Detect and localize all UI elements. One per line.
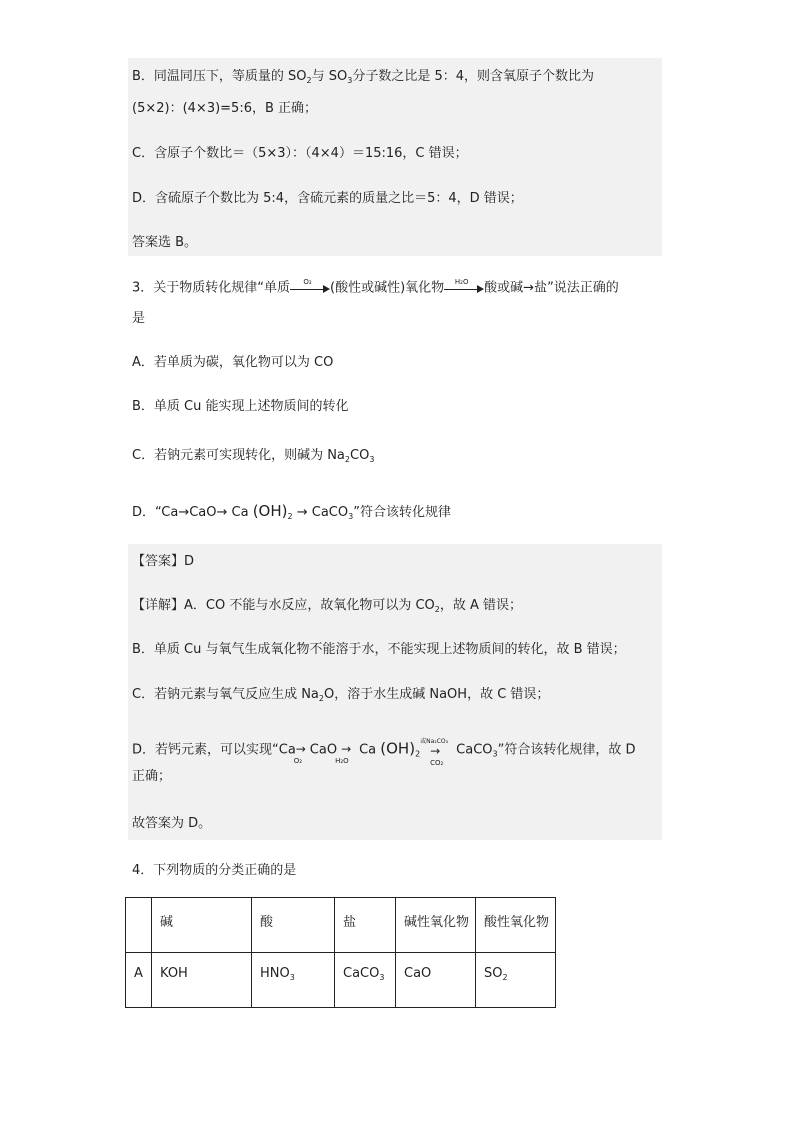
- table-header-cell: 碱性氧化物: [396, 898, 476, 953]
- table-cell: $SO_2$: [476, 953, 556, 1008]
- table-cell: $HNO_3$: [252, 953, 335, 1008]
- q3-stem-line1: 3．关于物质转化规律“单质 O₂ (酸性或碱性)氧化物 H₂O 酸或碱→盐”说法正确的: [132, 278, 619, 296]
- q3-detail-b: B．单质 Cu 与氧气生成氧化物不能溶于水，不能实现上述物质间的转化，故 B 错误；: [132, 642, 626, 657]
- q3-detail-d-line1: D．若钙元素，可以实现“Ca → O₂ CaO → H₂O Ca $(OH)_2$ 或Na₂CO₃ → CO₂ CaCO$_3$”符合该转化规律，故 D: [132, 735, 636, 765]
- q3-option-d: D．“Ca→CaO→ Ca $(OH)_2$ → CaCO$_3$”符合该转化规律: [132, 502, 451, 521]
- right-arrow-icon: H₂O: [444, 279, 484, 297]
- q2-d-line: D．含硫原子个数比为 5:4，含硫元素的质量之比＝5：4，D 错误；: [132, 191, 523, 206]
- q3-detail-a: 【详解】A．CO 不能与水反应，故氧化物可以为 $CO_2$，故 A 错误；: [132, 598, 523, 614]
- table-header-cell: 盐: [335, 898, 396, 953]
- q3-option-b: B．单质 Cu 能实现上述物质间的转化: [132, 399, 349, 414]
- q3-detail-d-line2: 正确；: [132, 769, 172, 784]
- table-cell: CaCO$_3$: [335, 953, 396, 1008]
- table-row: [126, 953, 556, 1008]
- q3-option-a: A．若单质为碳，氧化物可以为 CO: [132, 355, 334, 370]
- table-cell: A: [126, 953, 152, 1008]
- q2-b-line2: (5×2)：(4×3)=5:6，B 正确；: [132, 101, 318, 116]
- table-header-row: [126, 898, 556, 953]
- q2-b-line1: B．同温同压下，等质量的 $SO_2$与 $SO_3$分子数之比是 5：4，则含氧原子个数比为: [132, 69, 595, 85]
- reaction-arrow-icon: → H₂O: [335, 742, 352, 765]
- q4-stem: 4．下列物质的分类正确的是: [132, 863, 297, 878]
- table-header-cell: 酸: [252, 898, 335, 953]
- table-header-cell: 酸性氧化物: [476, 898, 556, 953]
- table-header-cell: [126, 898, 152, 953]
- q3-detail-c: C．若钠元素与氧气反应生成 $Na_2O$，溶于水生成碱 NaOH，故 C 错误；: [132, 687, 550, 703]
- q3-answer: 【答案】D: [132, 554, 195, 569]
- right-arrow-icon: O₂: [290, 279, 330, 297]
- table-cell: CaO: [396, 953, 476, 1008]
- q3-conclusion: 故答案为 D。: [132, 816, 212, 831]
- q2-c-line: C．含原子个数比＝（5×3）：（4×4）＝15:16，C 错误；: [132, 146, 468, 161]
- reaction-arrow-icon: → O₂: [293, 742, 306, 765]
- q3-stem-line2: 是: [132, 311, 146, 326]
- q2-answer: 答案选 B。: [132, 235, 198, 250]
- reaction-arrow-icon: 或Na₂CO₃ → CO₂: [420, 738, 449, 767]
- q3-option-c: C．若钠元素可实现转化，则碱为 $Na_2CO_3$: [132, 448, 375, 464]
- table-cell: KOH: [152, 953, 252, 1008]
- classification-table: [125, 897, 556, 1008]
- table-header-cell: 碱: [152, 898, 252, 953]
